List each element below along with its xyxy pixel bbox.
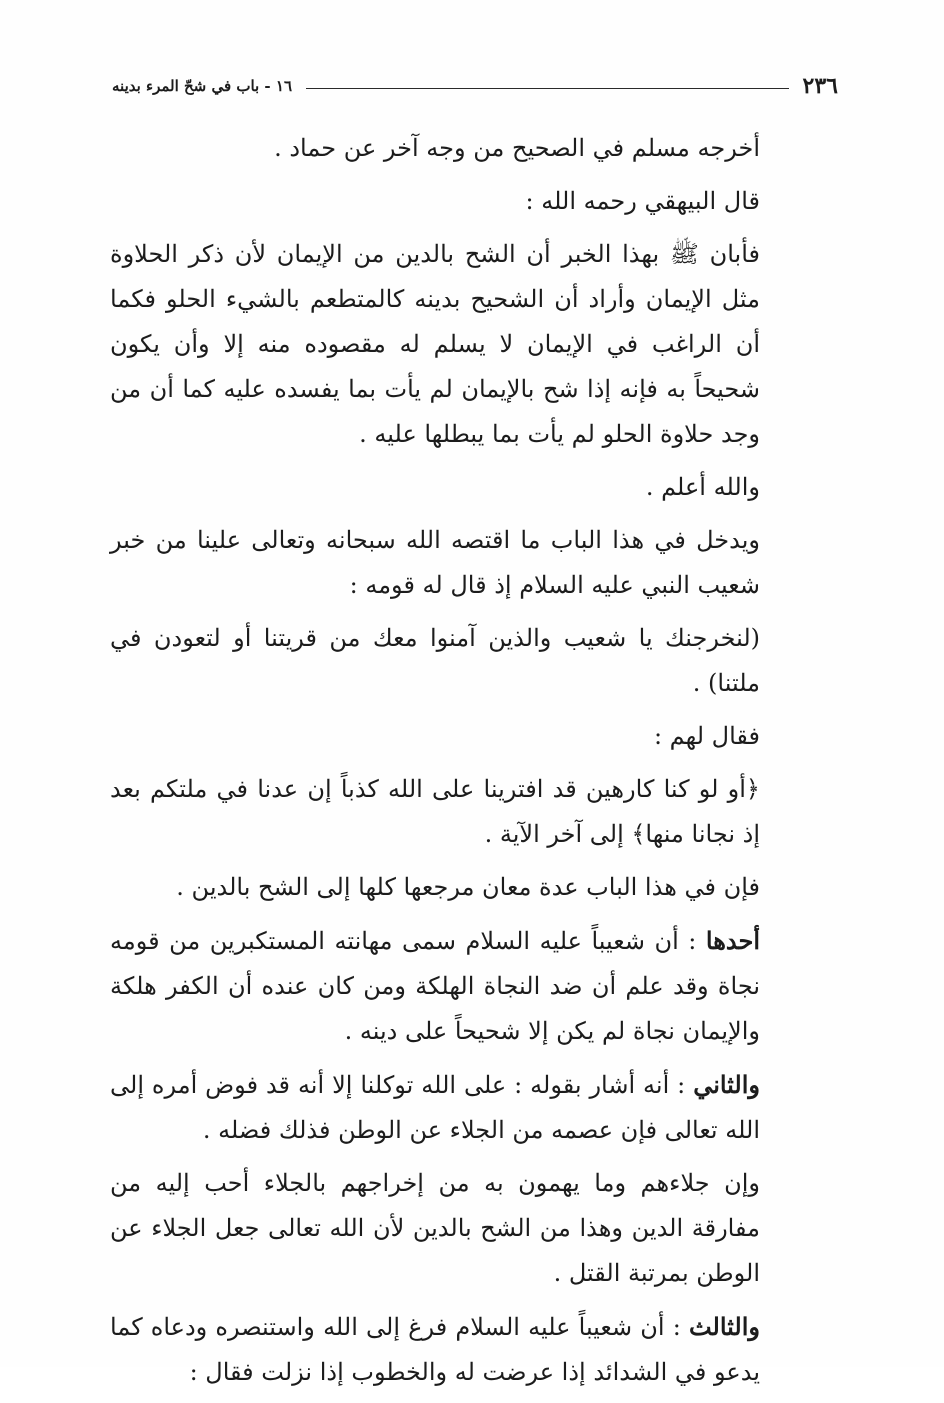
paragraph-lead: والثالث [688,1312,760,1341]
body-text [110,126,818,1403]
page-number: ٢٣٦ [802,73,838,99]
quote-paragraph: (لنخرجنك يا شعيب والذين آمنوا معك من قريتنا أو لتعودن في ملتنا) . [110,624,760,697]
paragraph: أحدها : أن شعيباً عليه السلام سمى مهانته المستكبرين من قومه نجاة وقد علم أن ضد النجاة الهلكة ومن كان عنده أن الكفر هلكة والإيمان نجاة لم يكن إلا شحيحاً على دينه . [110,926,760,1045]
paragraph: فقال لهم : [653,722,760,750]
paragraph: فإن في هذا الباب عدة معان مرجعها كلها إلى الشح بالدين . [176,873,760,901]
paragraph: قال البيهقي رحمه الله : [525,187,760,215]
quran-verse-paragraph: ﴿أو لو كنا كارهين قد افترينا على الله كذباً إن عدنا في ملتكم بعد إذ نجانا منها﴾ إلى آخر الآية . [110,775,760,848]
page-header [112,66,838,106]
paragraph: وإن جلاءهم وما يهمون به من إخراجهم بالجلاء أحب إليه من مفارقة الدين وهذا من الشح بالدين لأن الله تعالى جعل الجلاء عن الوطن بمرتبة القتل . [110,1169,760,1287]
paragraph: أخرجه مسلم في الصحيح من وجه آخر عن حماد . [274,134,760,162]
paragraph: والثاني : أنه أشار بقوله : على الله توكلنا إلا أنه قد فوض أمره إلى الله تعالى فإن عصمه من الجلاء عن الوطن فذلك فضله . [110,1070,760,1144]
paragraph-lead: أحدها [705,926,760,955]
paragraph: ويدخل في هذا الباب ما اقتصه الله سبحانه وتعالى علينا من خبر شعيب النبي عليه السلام إذ قال له قومه : [110,526,760,599]
running-head: ١٦ - باب في شحّ المرء بدينه [112,77,293,95]
paragraph: فأبان ﷺ بهذا الخبر أن الشح بالدين من الإيمان لأن ذكر الحلاوة مثل الإيمان وأراد أن الشحيح بدينه كالمتطعم بالشيء الحلو فكما أن الراغب في الإيمان لا يسلم له مقصوده منه إلا وأن يكون شحيحاً به فإنه إذا شح بالإيمان لم يأت بما يفسده عليه كما أن من وجد حلاوة الحلو لم يأت بما يبطلها عليه . [110,240,760,448]
paragraph: والله أعلم . [645,473,760,501]
header-rule [306,88,789,89]
paragraph: والثالث : أن شعيباً عليه السلام فرغ إلى الله واستنصره ودعاه كما يدعو في الشدائد إذا عرضت له والخطوب إذا نزلت فقال : [110,1312,760,1386]
paragraph-lead: والثاني [693,1070,760,1099]
